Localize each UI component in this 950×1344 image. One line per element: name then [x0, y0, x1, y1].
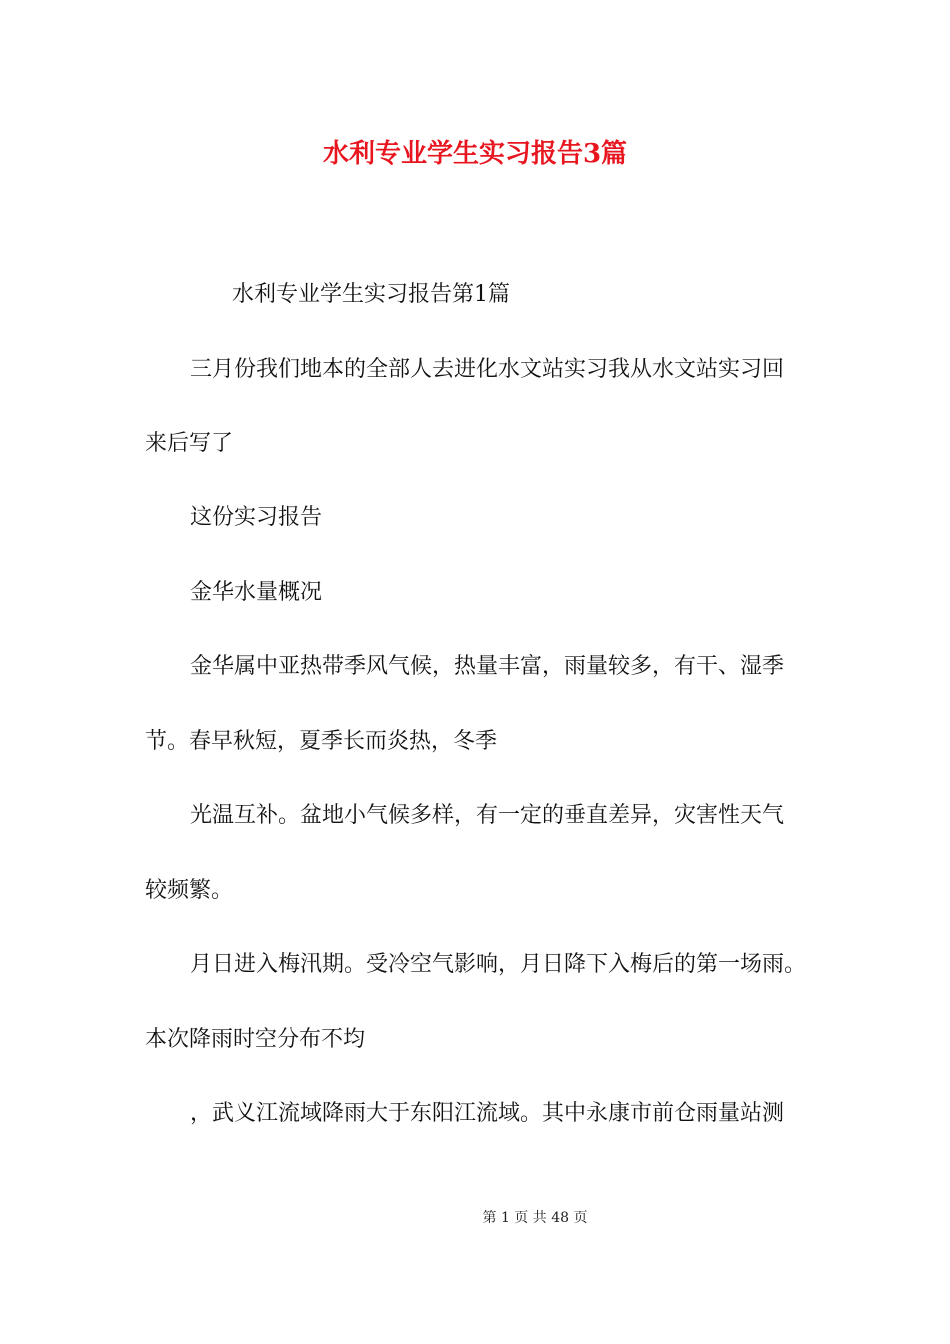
paragraph-line: 本次降雨时空分布不均: [145, 1027, 366, 1052]
paragraph-line: 光温互补。盆地小气候多样，有一定的垂直差异，灾害性天气: [190, 803, 785, 828]
paragraph-line: 月日进入梅汛期。受冷空气影响，月日降下入梅后的第一场雨。: [190, 952, 807, 977]
page-number-footer: 第 1 页 共 48 页: [482, 1210, 588, 1226]
paragraph-line: 这份实习报告: [190, 505, 323, 530]
paragraph-line: 三月份我们地本的全部人去进化水文站实习我从水文站实习回: [190, 357, 785, 382]
section-heading: 水利专业学生实习报告第1篇: [232, 282, 510, 307]
paragraph-line: 来后写了: [145, 431, 234, 456]
paragraph-line: ，武义江流域降雨大于东阳江流域。其中永康市前仓雨量站测: [190, 1101, 785, 1126]
paragraph-line: 节。春早秋短，夏季长而炎热，冬季: [145, 729, 498, 754]
paragraph-line: 较频繁。: [145, 878, 234, 903]
document-title: 水利专业学生实习报告3篇: [322, 139, 628, 169]
paragraph-line: 金华水量概况: [190, 580, 323, 605]
paragraph-line: 金华属中亚热带季风气候，热量丰富，雨量较多，有干、湿季: [190, 654, 785, 679]
